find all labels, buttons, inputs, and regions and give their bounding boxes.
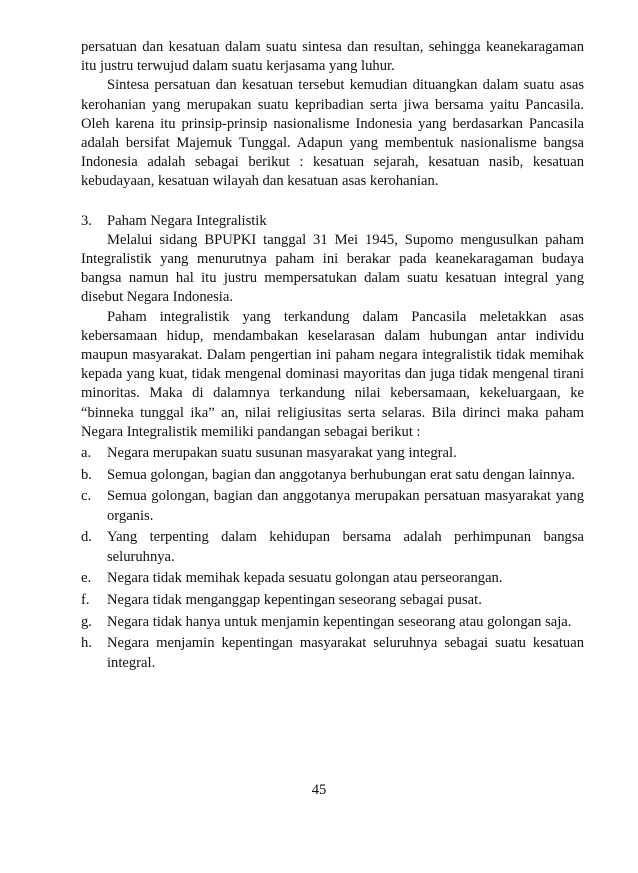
integralistic-list <box>81 444 584 673</box>
section-number: 3. <box>81 212 92 229</box>
list-item-text: Negara tidak memihak kepada sesuatu golongan atau perseorangan. <box>107 570 503 587</box>
list-item <box>81 466 584 485</box>
paragraph-integralistik: Paham integralistik yang terkandung dalam Pancasila meletakkan asas kebersamaan hidup, mendambakan keselarasan dalam hubungan antar individu maupun masyarakat. Dalam pengertian ini paham negara integralistik tidak memihak kepada yang kuat, tidak mengenal dominasi mayoritas dan juga tidak mengenal tirani minoritas. Maka di dalamnya terkandung nilai kebersamaan, kekeluargaan, ke “binneka tunggal ika” an, nilai religiusitas serta selaras. Bila dirinci maka paham Negara Integralistik memiliki pandangan sebagai berikut : <box>81 308 584 440</box>
list-item-text: Semua golongan, bagian dan anggotanya berhubungan erat satu dengan lainnya. <box>107 466 576 483</box>
paragraph-nationalism: Sintesa persatuan dan kesatuan tersebut kemudian dituangkan dalam suatu asas kerohanian yang merupakan suatu kepribadian serta jiwa bersama yaitu Pancasila. Oleh karena itu prinsip-prinsip nasionalisme Indonesia yang berdasarkan Pancasila adalah bersifat Majemuk Tunggal. Adapun yang membentuk nasionalisme bangsa Indonesia adalah sebagai berikut : kesatuan sejarah, kesatuan nasib, kesatuan kebudayaan, kesatuan wilayah dan kesatuan asas kerohanian. <box>81 77 584 190</box>
list-item-text: Negara menjamin kepentingan masyarakat seluruhnya sebagai suatu kesatuan integral. <box>107 635 584 671</box>
list-item <box>81 487 584 525</box>
list-item-text: Negara tidak hanya untuk menjamin kepentingan seseorang atau golongan saja. <box>107 613 572 630</box>
list-item-text: Negara tidak menganggap kepentingan seseorang sebagai pusat. <box>107 591 482 608</box>
list-marker: d. <box>81 529 92 546</box>
list-marker: b. <box>81 466 92 483</box>
list-item-text: Yang terpenting dalam kehidupan bersama adalah perhimpunan bangsa seluruhnya. <box>107 529 584 565</box>
section-heading <box>81 212 584 231</box>
list-marker: c. <box>81 488 92 505</box>
list-item <box>81 634 584 672</box>
page-number: 45 <box>311 782 327 798</box>
list-marker: f. <box>81 591 90 608</box>
document-page <box>81 38 584 675</box>
list-marker: a. <box>81 445 92 462</box>
list-item <box>81 528 584 566</box>
list-marker: g. <box>81 613 92 630</box>
list-item-text: Negara merupakan suatu susunan masyarakat yang integral. <box>107 445 457 462</box>
section-title: Paham Negara Integralistik <box>107 212 267 229</box>
list-item-text: Semua golongan, bagian dan anggotanya merupakan persatuan masyarakat yang organis. <box>107 488 584 524</box>
list-item <box>81 444 584 463</box>
list-item <box>81 569 584 588</box>
paragraph-bpupki: Melalui sidang BPUPKI tanggal 31 Mei 1945, Supomo mengusulkan paham Integralistik yang menurutnya paham ini berakar pada keanekaragaman budaya bangsa namun hal itu justru mempersatukan dalam suatu kesatuan integral yang disebut Negara Indonesia. <box>81 231 584 306</box>
list-marker: e. <box>81 570 92 587</box>
list-item <box>81 591 584 610</box>
list-item <box>81 613 584 632</box>
list-marker: h. <box>81 635 92 652</box>
paragraph-continuation: persatuan dan kesatuan dalam suatu sintesa dan resultan, sehingga keanekaragaman itu justru terwujud dalam suatu kerjasama yang luhur. <box>81 39 584 75</box>
